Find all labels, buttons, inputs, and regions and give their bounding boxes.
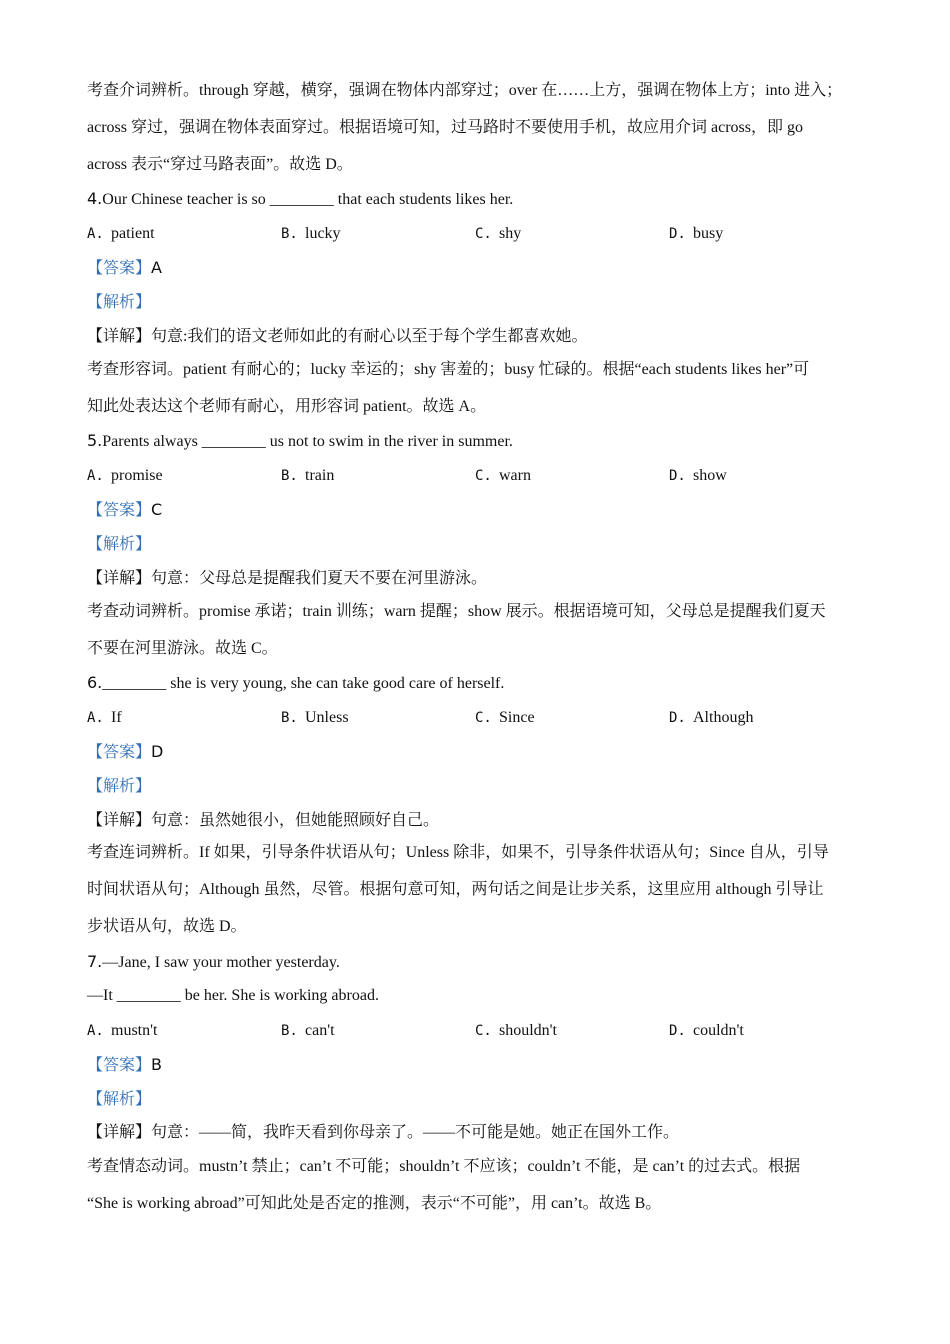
explanation-line: 考查连词辨析。If 如果，引导条件状语从句；Unless 除非，如果不，引导条件状语从句；Since 自从，引导 [87, 844, 829, 861]
question-number: 6. [87, 673, 103, 692]
question-4-stem [87, 189, 513, 210]
analysis-line [87, 534, 151, 555]
answer-tag: 【答案】 [87, 258, 152, 277]
option-c: C. shy [475, 225, 522, 242]
question-7-stem [87, 952, 340, 973]
analysis-tag: 【解析】 [87, 292, 152, 311]
question-number: 4. [87, 189, 103, 208]
analysis-tag: 【解析】 [87, 534, 152, 553]
question-number: 7. [87, 952, 103, 971]
option-a: A. mustn't [87, 1022, 158, 1039]
question-6-stem [87, 673, 504, 694]
question-text: ________ she is very young, she can take good care of herself. [102, 675, 505, 692]
explanation-line: 不要在河里游泳。故选 C。 [87, 640, 278, 657]
detail-line [87, 810, 439, 831]
option-a: A. patient [87, 225, 155, 242]
answer-value: D [151, 742, 164, 761]
detail-text: 句意：父母总是提醒我们夏天不要在河里游泳。 [151, 570, 488, 587]
explanation-line: 时间状语从句；Although 虽然，尽管。根据句意可知，两句话之间是让步关系，这里应用 although 引导让 [87, 881, 824, 898]
answer-tag: 【答案】 [87, 742, 152, 761]
detail-text: 句意:我们的语文老师如此的有耐心以至于每个学生都喜欢她。 [151, 328, 588, 345]
question-text: Our Chinese teacher is so ________ that each students likes her. [102, 191, 514, 208]
detail-text: 句意：虽然她很小，但她能照顾好自己。 [151, 812, 440, 829]
intro-line-1: 考查介词辨析。through 穿越，横穿，强调在物体内部穿过；over 在……上方，强调在物体上方；into 进入； [87, 82, 843, 99]
option-d: D. show [669, 467, 727, 484]
option-c: C. shouldn't [475, 1022, 557, 1039]
option-c: C. warn [475, 467, 531, 484]
detail-tag: 【详解】 [87, 568, 152, 587]
option-d: D. couldn't [669, 1022, 744, 1039]
answer-line [87, 742, 163, 763]
analysis-line [87, 1089, 151, 1110]
analysis-line [87, 776, 151, 797]
explanation-line: “She is working abroad”可知此处是否定的推测，表示“不可能”，用 can’t。故选 B。 [87, 1195, 662, 1212]
intro-line-3: across 表示“穿过马路表面”。故选 D。 [87, 156, 353, 173]
option-c: C. Since [475, 709, 535, 726]
explanation-line: 考查形容词。patient 有耐心的；lucky 幸运的；shy 害羞的；busy 忙碌的。根据“each students likes her”可 [87, 361, 810, 378]
option-b: B. Unless [281, 709, 349, 726]
option-a: A. If [87, 709, 122, 726]
option-d: D. busy [669, 225, 724, 242]
answer-line [87, 1055, 162, 1076]
detail-tag: 【详解】 [87, 326, 152, 345]
answer-value: C [151, 500, 163, 519]
option-b: B. train [281, 467, 335, 484]
question-text: Parents always ________ us not to swim in the river in summer. [102, 433, 513, 450]
detail-tag: 【详解】 [87, 810, 152, 829]
detail-tag: 【详解】 [87, 1122, 152, 1141]
option-b: B. lucky [281, 225, 341, 242]
analysis-tag: 【解析】 [87, 1089, 152, 1108]
analysis-tag: 【解析】 [87, 776, 152, 795]
question-7-stem-2: —It ________ be her. She is working abroad. [87, 987, 379, 1004]
explanation-line: 知此处表达这个老师有耐心，用形容词 patient。故选 A。 [87, 398, 487, 415]
answer-value: A [151, 258, 162, 277]
option-d: D. Although [669, 709, 754, 726]
analysis-line [87, 292, 151, 313]
intro-line-2: across 穿过，强调在物体表面穿过。根据语境可知，过马路时不要使用手机，故应用介词 across，即 go [87, 119, 803, 136]
answer-line [87, 258, 162, 279]
detail-line [87, 326, 587, 347]
answer-tag: 【答案】 [87, 500, 152, 519]
explanation-line: 考查情态动词。mustn’t 禁止；can’t 不可能；shouldn’t 不应该；couldn’t 不能，是 can’t 的过去式。根据 [87, 1158, 801, 1175]
explanation-line: 步状语从句，故选 D。 [87, 918, 247, 935]
question-5-stem [87, 431, 513, 452]
question-number: 5. [87, 431, 103, 450]
option-a: A. promise [87, 467, 163, 484]
option-b: B. can't [281, 1022, 335, 1039]
question-text: —Jane, I saw your mother yesterday. [102, 954, 340, 971]
explanation-line: 考查动词辨析。promise 承诺；train 训练；warn 提醒；show 展示。根据语境可知，父母总是提醒我们夏天 [87, 603, 826, 620]
answer-value: B [151, 1055, 162, 1074]
detail-line [87, 568, 487, 589]
answer-line [87, 500, 162, 521]
answer-tag: 【答案】 [87, 1055, 152, 1074]
detail-text: 句意：——简，我昨天看到你母亲了。——不可能是她。她正在国外工作。 [151, 1124, 680, 1141]
detail-line [87, 1122, 679, 1143]
